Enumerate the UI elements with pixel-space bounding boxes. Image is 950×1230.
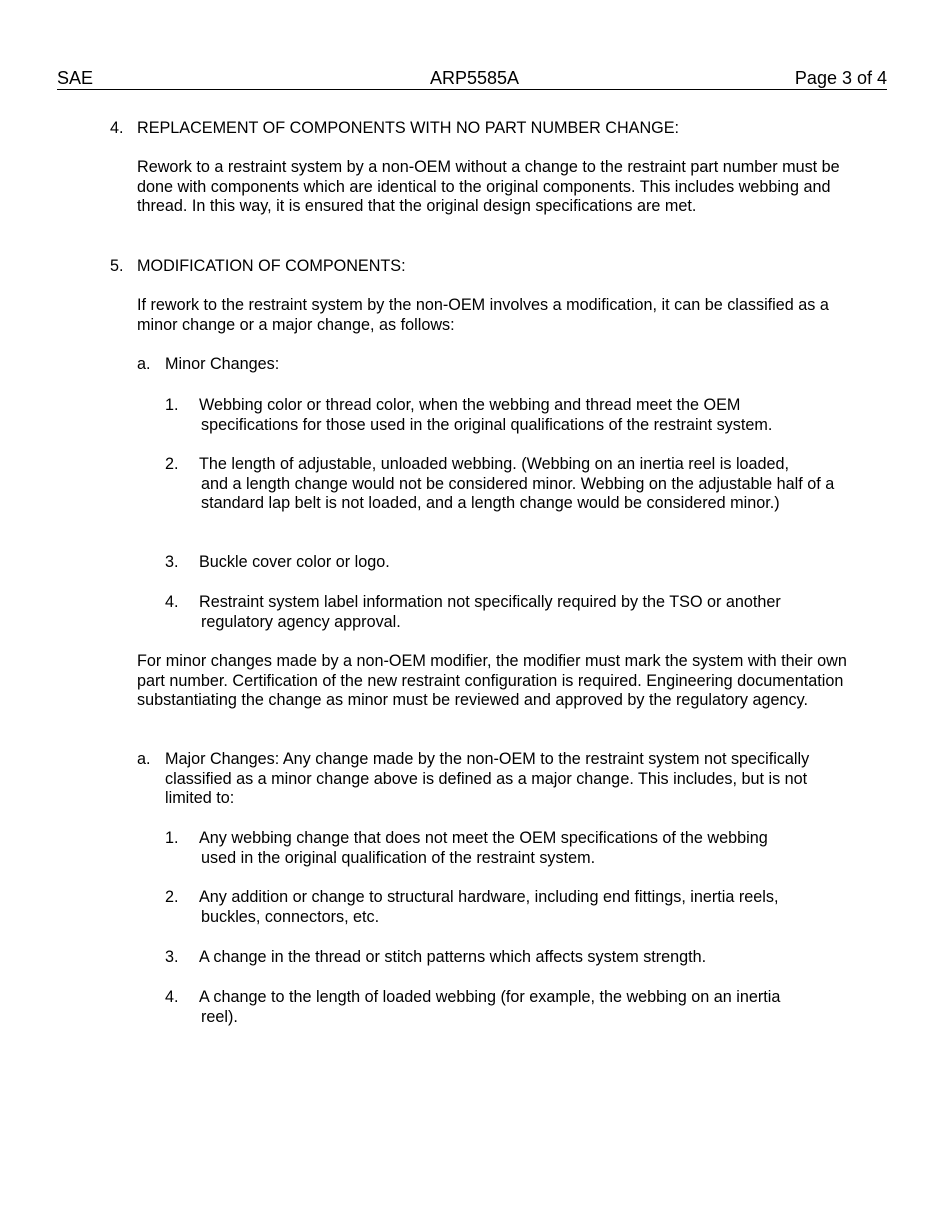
list-item-text-continued: specifications for those used in the original qualifications of the restraint system. <box>201 415 773 434</box>
list-item-text: Any addition or change to structural hardware, including end fittings, inertia reels, <box>199 888 779 906</box>
minor-changes-note <box>137 652 847 711</box>
minor-changes-title: Minor Changes: <box>165 355 280 373</box>
section-4-number: 4. <box>110 119 124 137</box>
list-item-text-continued: reel). <box>201 1007 238 1026</box>
page-header <box>57 68 887 90</box>
minor-item-3-number: 3. <box>165 553 179 571</box>
major-item-4-number: 4. <box>165 988 179 1006</box>
list-item-text-continued: and a length change would not be considered minor. Webbing on the adjustable half of a standard lap belt is not loaded, and a length change would be considered minor.) <box>201 474 835 513</box>
paragraph: Rework to a restraint system by a non-OEM without a change to the restraint part number must be done with components which are identical to the original components. This includes webbing and thread. In this way, it is ensured that the original design specifications are met. <box>137 158 840 216</box>
major-item-3 <box>199 948 839 968</box>
header-doc-number: ARP5585A <box>430 68 520 88</box>
list-item-text: A change to the length of loaded webbing (for example, the webbing on an inertia <box>199 988 781 1006</box>
paragraph: If rework to the restraint system by the non-OEM involves a modification, it can be classified as a minor change or a major change, as follows: <box>137 296 829 334</box>
major-item-1-number: 1. <box>165 829 179 847</box>
list-item-text-continued: used in the original qualification of the restraint system. <box>201 848 596 867</box>
section-5-number: 5. <box>110 257 124 275</box>
major-changes-title: Major Changes: Any change made by the non-OEM to the restraint system not specifically classified as a minor change above is defined as a major change. This includes, but is not limited to: <box>165 750 810 808</box>
section-4-title: REPLACEMENT OF COMPONENTS WITH NO PART NUMBER CHANGE: <box>137 119 680 137</box>
major-changes-letter: a. <box>137 750 151 768</box>
list-item-text: Buckle cover color or logo. <box>199 553 390 571</box>
minor-item-2-number: 2. <box>165 455 179 473</box>
major-item-2-number: 2. <box>165 888 179 906</box>
section-4-body <box>137 158 847 217</box>
list-item-text: The length of adjustable, unloaded webbing. (Webbing on an inertia reel is loaded, <box>199 455 790 473</box>
minor-item-4-number: 4. <box>165 593 179 611</box>
list-item-text-continued: regulatory agency approval. <box>201 612 401 631</box>
list-item-text: Any webbing change that does not meet the OEM specifications of the webbing <box>199 829 768 847</box>
section-5-title: MODIFICATION OF COMPONENTS: <box>137 257 406 275</box>
list-item-text: A change in the thread or stitch patterns which affects system strength. <box>199 948 707 966</box>
paragraph: For minor changes made by a non-OEM modifier, the modifier must mark the system with their own part number. Certification of the new restraint configuration is required. Engineering documentation substantiating the change as minor must be reviewed and approved by the regulatory agency. <box>137 652 847 710</box>
minor-item-1 <box>199 396 839 435</box>
section-5-intro <box>137 296 847 335</box>
major-item-2 <box>199 888 839 927</box>
major-item-3-number: 3. <box>165 948 179 966</box>
list-item-text: Webbing color or thread color, when the webbing and thread meet the OEM <box>199 396 741 414</box>
minor-item-4 <box>199 593 839 632</box>
header-page-number: Page 3 of 4 <box>794 68 887 88</box>
minor-changes-letter: a. <box>137 355 151 373</box>
list-item-text: Restraint system label information not specifically required by the TSO or another <box>199 593 781 611</box>
list-item-text-continued: buckles, connectors, etc. <box>201 907 380 926</box>
minor-item-3 <box>199 553 839 573</box>
major-item-4 <box>199 988 839 1027</box>
header-org: SAE <box>57 68 94 88</box>
minor-item-1-number: 1. <box>165 396 179 414</box>
major-item-1 <box>199 829 839 868</box>
minor-item-2 <box>199 455 839 514</box>
